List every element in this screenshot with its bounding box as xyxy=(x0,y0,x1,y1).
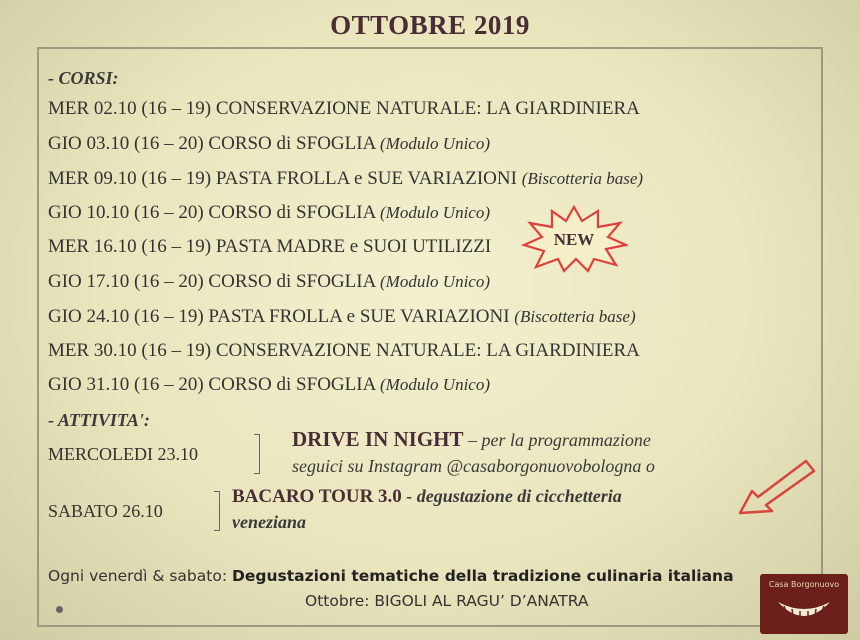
course-text: GIO 17.10 (16 – 20) CORSO di SFOGLIA xyxy=(48,271,380,292)
course-note: (Biscotteria base) xyxy=(521,169,644,188)
course-row xyxy=(48,306,636,328)
activity-brace xyxy=(214,491,220,531)
course-row xyxy=(48,133,490,155)
logo-text: Casa Borgonuovo xyxy=(768,580,840,589)
activity-title: BACARO TOUR 3.0 xyxy=(232,486,402,507)
course-text: MER 30.10 (16 – 19) CONSERVAZIONE NATURALE: LA GIARDINIERA xyxy=(48,340,640,361)
activity-line xyxy=(232,486,622,508)
course-row xyxy=(48,98,640,120)
bullet-dot xyxy=(56,606,63,613)
activity-desc: – per la programmazione xyxy=(463,430,651,450)
course-note: (Biscotteria base) xyxy=(514,307,636,326)
logo xyxy=(760,574,848,634)
new-badge-label: NEW xyxy=(553,230,595,249)
activity-desc-line2: veneziana xyxy=(232,512,306,532)
activity-desc: - degustazione di cicchetteria xyxy=(401,486,622,506)
course-row xyxy=(48,168,643,190)
course-text: GIO 24.10 (16 – 19) PASTA FROLLA e SUE VARIAZIONI xyxy=(48,306,515,327)
course-text: MER 02.10 (16 – 19) CONSERVAZIONE NATURALE: LA GIARDINIERA xyxy=(48,98,640,119)
course-text: GIO 31.10 (16 – 20) CORSO di SFOGLIA xyxy=(48,374,380,395)
arrow-icon xyxy=(734,455,820,523)
course-text: MER 16.10 (16 – 19) PASTA MADRE e SUOI UTILIZZI xyxy=(48,236,492,257)
footer-line2: Ottobre: BIGOLI AL RAGU’ D’ANATRA xyxy=(305,592,589,610)
section-attivita: - ATTIVITA': xyxy=(48,410,150,430)
course-row xyxy=(48,374,490,396)
activity-brace xyxy=(254,434,260,474)
activity-line xyxy=(292,427,651,452)
course-text: MER 09.10 (16 – 19) PASTA FROLLA e SUE VARIAZIONI xyxy=(48,168,522,189)
footer-line1 xyxy=(48,567,734,585)
course-note: (Modulo Unico) xyxy=(380,203,491,222)
course-row xyxy=(48,236,491,258)
activity-desc-line2: seguici su Instagram @casaborgonuovobologna o xyxy=(292,456,655,476)
smile-logo-icon xyxy=(774,596,834,626)
footer-prefix: Ogni venerdì & sabato: xyxy=(48,567,232,585)
course-row xyxy=(48,271,490,293)
activity-date: SABATO 26.10 xyxy=(48,501,163,521)
course-note: (Modulo Unico) xyxy=(380,375,491,394)
course-note: (Modulo Unico) xyxy=(380,272,491,291)
activity-date: MERCOLEDI 23.10 xyxy=(48,444,198,464)
activity-title: DRIVE IN NIGHT xyxy=(292,427,464,451)
course-text: GIO 10.10 (16 – 20) CORSO di SFOGLIA xyxy=(48,202,380,223)
course-note: (Modulo Unico) xyxy=(380,134,491,153)
footer-bold: Degustazioni tematiche della tradizione culinaria italiana xyxy=(231,567,734,585)
course-text: GIO 03.10 (16 – 20) CORSO di SFOGLIA xyxy=(48,133,380,154)
course-row xyxy=(48,202,490,224)
new-badge-starburst-icon xyxy=(520,205,628,273)
section-corsi: - CORSI: xyxy=(48,68,119,88)
course-row xyxy=(48,340,640,362)
page-title: OTTOBRE 2019 xyxy=(330,10,530,40)
